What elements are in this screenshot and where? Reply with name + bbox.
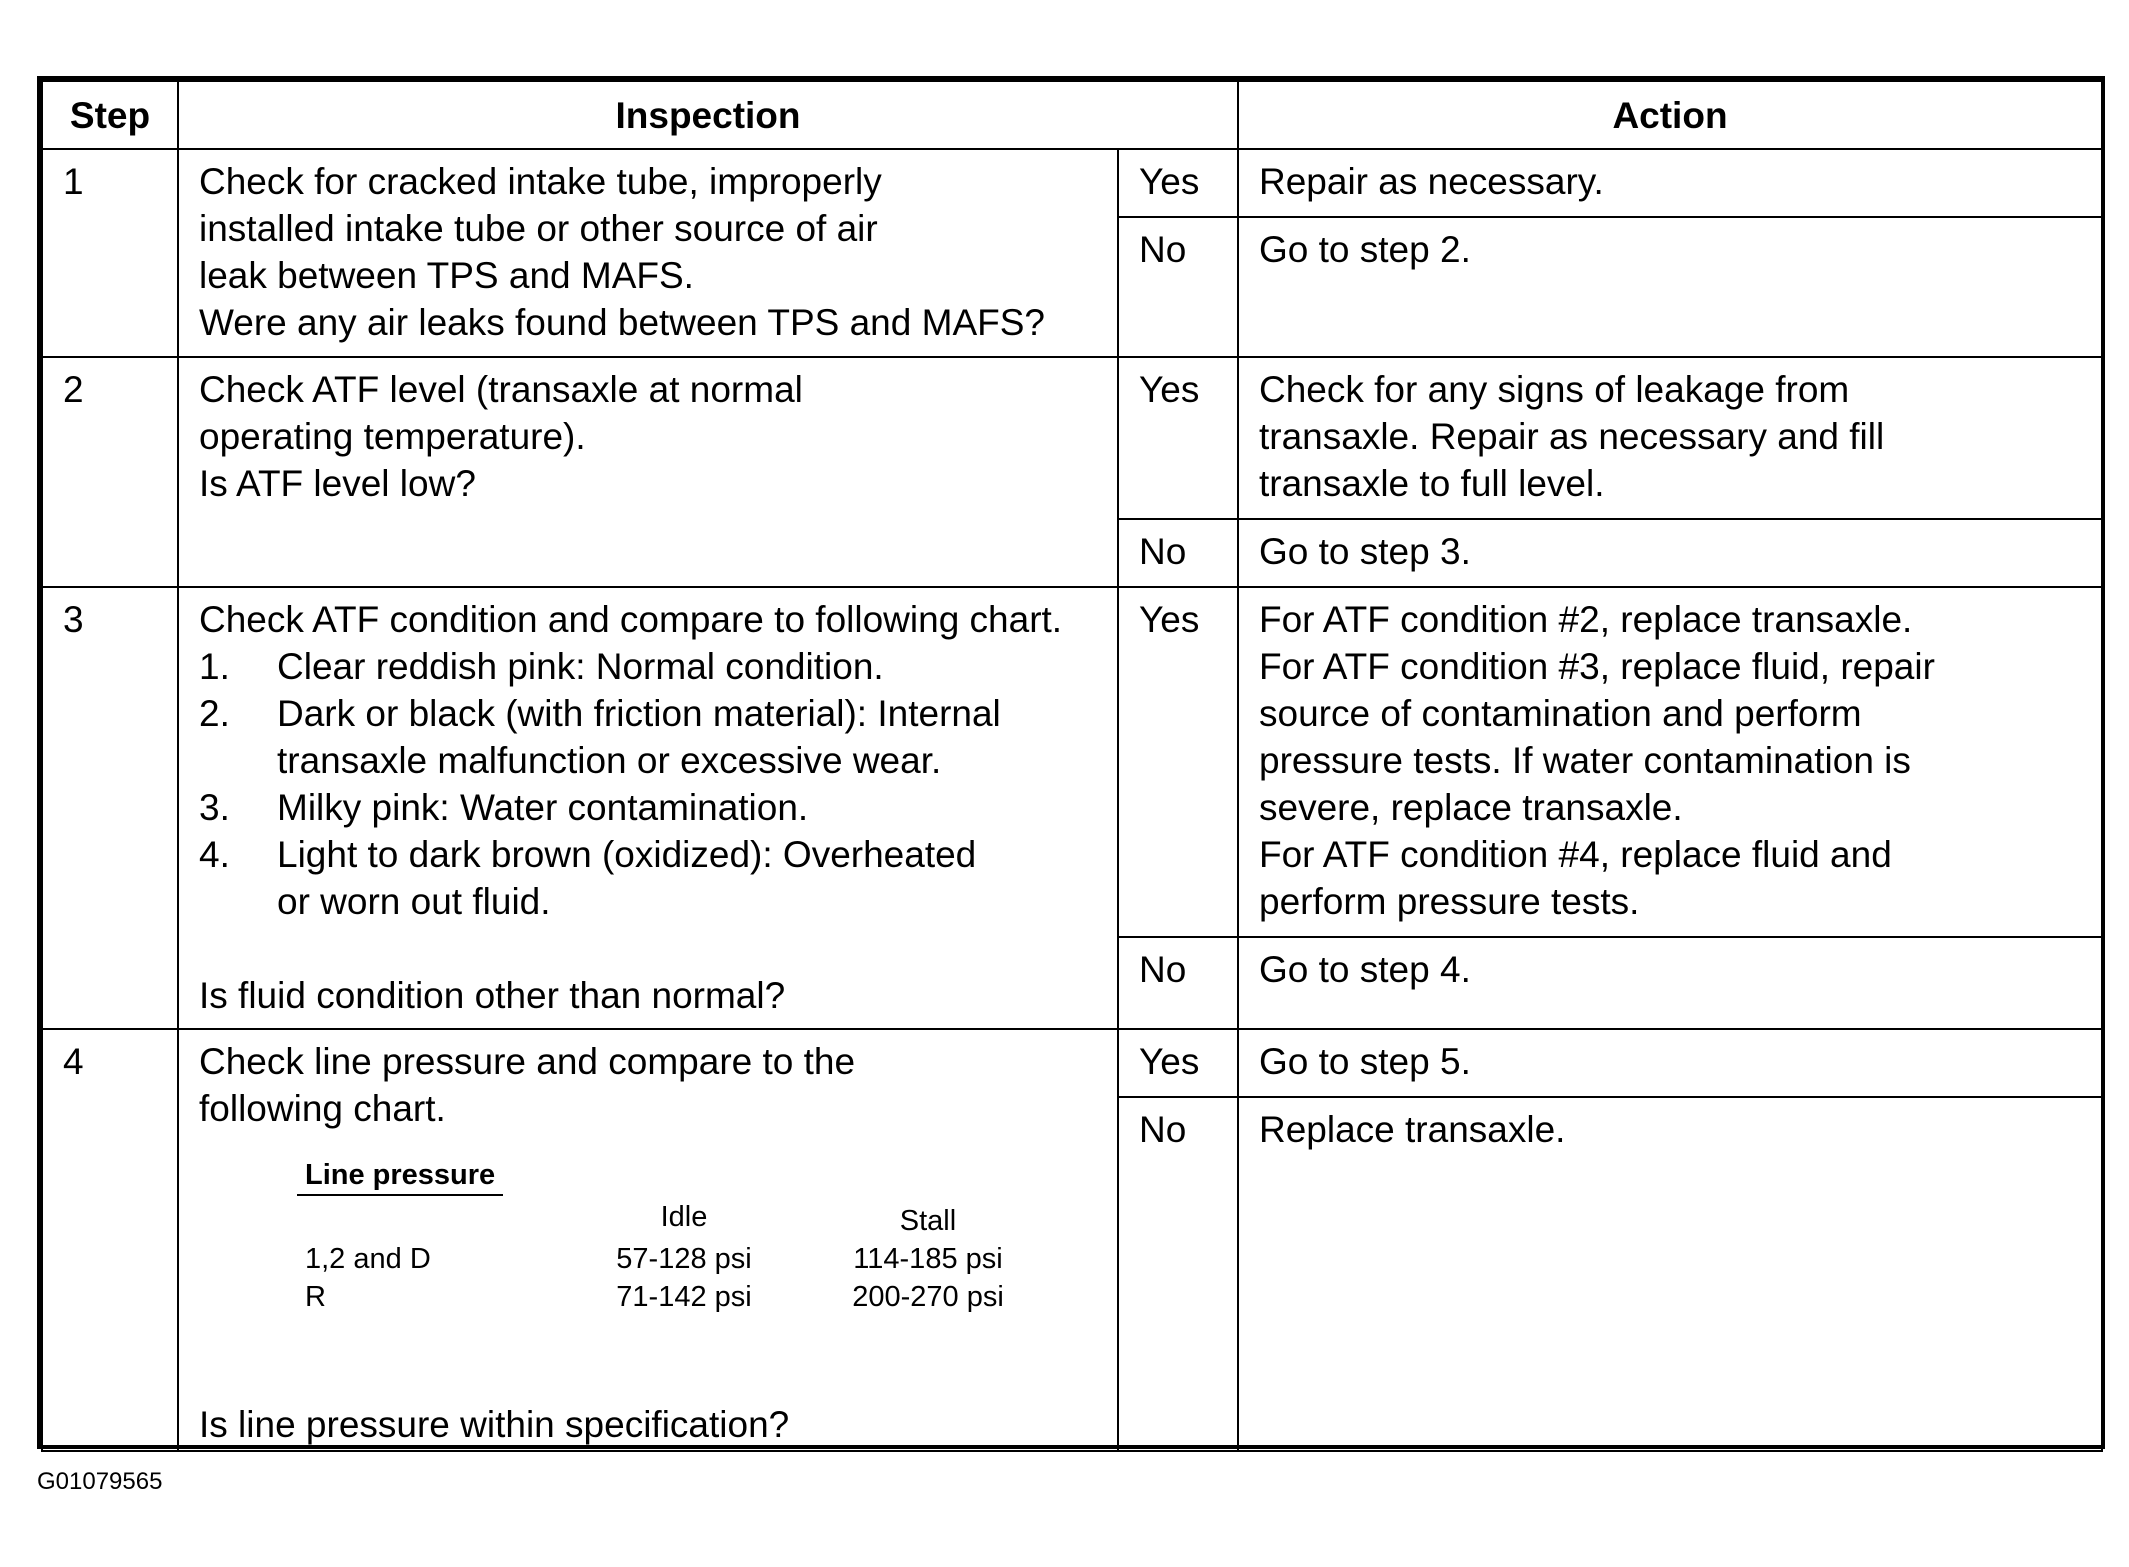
condition-item	[199, 643, 1097, 690]
inspection-line: Check ATF level (transaxle at normal	[199, 369, 803, 410]
inspection-line: Is ATF level low?	[199, 463, 476, 504]
step-2-yes-row	[42, 357, 2102, 519]
header-step: Step	[42, 81, 178, 149]
condition-line: Dark or black (with friction material): Internal	[277, 693, 1001, 734]
condition-line: Clear reddish pink: Normal condition.	[277, 646, 884, 687]
action-line: Go to step 5.	[1259, 1041, 1471, 1082]
line-pressure-row	[305, 1240, 1097, 1278]
range-label: 1,2 and D	[305, 1243, 431, 1275]
inspection-line: operating temperature).	[199, 416, 586, 457]
condition-line: Milky pink: Water contamination.	[277, 787, 809, 828]
diagnostic-table	[41, 80, 2103, 1452]
condition-number: 4.	[199, 834, 230, 875]
inspection-line: leak between TPS and MAFS.	[199, 255, 694, 296]
condition-item	[199, 831, 1097, 925]
inspection-line: installed intake tube or other source of air	[199, 208, 878, 249]
stall-value: 200-270 psi	[852, 1281, 1004, 1313]
inspection-intro: Check ATF condition and compare to following chart.	[199, 599, 1063, 640]
inspection-line: following chart.	[199, 1088, 446, 1129]
action-line: severe, replace transaxle.	[1259, 787, 1683, 828]
step-1-yes-row	[42, 149, 2102, 217]
yes-action	[1238, 1029, 2102, 1097]
action-line: Go to step 3.	[1259, 531, 1471, 572]
inspection-question: Is line pressure within specification?	[199, 1404, 790, 1445]
col-header-stall: Stall	[899, 1205, 957, 1237]
condition-item	[199, 784, 1097, 831]
yes-label: Yes	[1118, 587, 1238, 937]
condition-item	[199, 690, 1097, 784]
no-action	[1238, 519, 2102, 587]
step-number: 4	[42, 1029, 178, 1451]
inspection-cell	[178, 149, 1118, 357]
inspection-cell	[178, 357, 1118, 587]
action-line: perform pressure tests.	[1259, 881, 1640, 922]
condition-line: Light to dark brown (oxidized): Overheated	[277, 834, 977, 875]
figure-code: G01079565	[37, 1468, 163, 1495]
header-row	[42, 81, 2102, 149]
action-line: Check for any signs of leakage from	[1259, 369, 1850, 410]
yes-label: Yes	[1118, 1029, 1238, 1097]
inspection-question: Is fluid condition other than normal?	[199, 975, 786, 1016]
header-inspection: Inspection	[178, 81, 1238, 149]
inspection-line: Check for cracked intake tube, improperly	[199, 161, 882, 202]
action-line: Replace transaxle.	[1259, 1109, 1566, 1150]
header-action: Action	[1238, 81, 2102, 149]
idle-value: 57-128 psi	[616, 1243, 752, 1275]
condition-number: 2.	[199, 693, 230, 734]
yes-action	[1238, 149, 2102, 217]
condition-text	[277, 831, 1097, 925]
condition-text	[277, 690, 1097, 784]
no-label: No	[1118, 1097, 1238, 1451]
condition-line: or worn out fluid.	[277, 881, 551, 922]
action-line: transaxle. Repair as necessary and fill	[1259, 416, 1885, 457]
action-line: Repair as necessary.	[1259, 161, 1604, 202]
condition-number: 3.	[199, 787, 230, 828]
condition-line: transaxle malfunction or excessive wear.	[277, 740, 942, 781]
line-pressure-header-row	[305, 1198, 1097, 1236]
no-action	[1238, 937, 2102, 1029]
action-line: For ATF condition #4, replace fluid and	[1259, 834, 1892, 875]
action-line: transaxle to full level.	[1259, 463, 1605, 504]
idle-value: 71-142 psi	[616, 1281, 752, 1313]
step-number: 1	[42, 149, 178, 357]
action-line: Go to step 2.	[1259, 229, 1471, 270]
col-header-idle: Idle	[660, 1201, 708, 1233]
step-number: 2	[42, 357, 178, 587]
stall-value: 114-185 psi	[853, 1243, 1003, 1275]
step-number: 3	[42, 587, 178, 1029]
diagnostic-table-frame	[37, 76, 2105, 1449]
no-action	[1238, 217, 2102, 357]
yes-label: Yes	[1118, 357, 1238, 519]
inspection-line: Check line pressure and compare to the	[199, 1041, 856, 1082]
yes-action	[1238, 357, 2102, 519]
inspection-line: Were any air leaks found between TPS and MAFS?	[199, 302, 1045, 343]
condition-number: 1.	[199, 646, 230, 687]
action-line: source of contamination and perform	[1259, 693, 1862, 734]
no-action	[1238, 1097, 2102, 1451]
no-label: No	[1118, 519, 1238, 587]
yes-action	[1238, 587, 2102, 937]
no-label: No	[1118, 217, 1238, 357]
no-label: No	[1118, 937, 1238, 1029]
action-line: For ATF condition #3, replace fluid, repair	[1259, 646, 1935, 687]
line-pressure-title: Line pressure	[297, 1156, 503, 1196]
step-3-yes-row	[42, 587, 2102, 937]
inspection-cell	[178, 587, 1118, 1029]
yes-label: Yes	[1118, 149, 1238, 217]
action-line: For ATF condition #2, replace transaxle.	[1259, 599, 1913, 640]
condition-text	[277, 784, 1097, 831]
line-pressure-row	[305, 1278, 1097, 1316]
inspection-cell	[178, 1029, 1118, 1451]
action-line: pressure tests. If water contamination is	[1259, 740, 1911, 781]
range-label: R	[305, 1281, 326, 1313]
line-pressure-chart	[305, 1156, 1097, 1316]
step-4-yes-row	[42, 1029, 2102, 1097]
action-line: Go to step 4.	[1259, 949, 1471, 990]
col-header-blank	[305, 1198, 555, 1236]
condition-text	[277, 643, 1097, 690]
